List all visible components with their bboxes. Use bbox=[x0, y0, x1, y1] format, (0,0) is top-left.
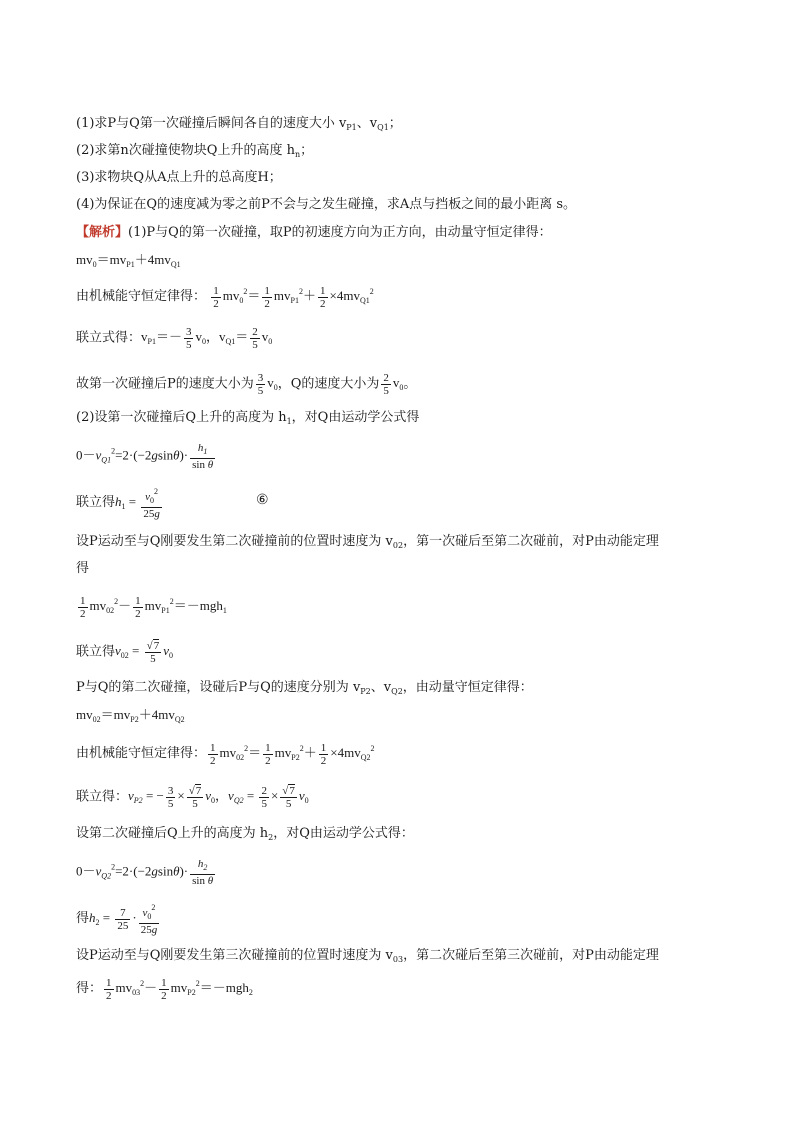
eq-kinematic-1: $0-v_{Q1}^2=2\cdot(-2gsin\theta)\cdot$ $\frac{h_1}{\text{sin θ}}$ bbox=[76, 442, 214, 471]
conclusion-1-c: 。 bbox=[403, 376, 417, 392]
eq-v02: 联立得$v_{02}$ = $\frac{√7}{5}$ $v_0$ bbox=[76, 640, 173, 665]
para-p-energy-b: 得 bbox=[76, 561, 90, 576]
eq-momentum-1: $mv_0=mv_{P1}+4mv_{Q1}$ bbox=[76, 252, 181, 269]
para-third-a: 设P运动至与Q刚要发生第三次碰撞前的位置时速度为 $v_{03}$，第二次碰后至第三次碰前，对P由动能定理 bbox=[76, 948, 659, 964]
question-4: (4)为保证在Q的速度减为零之前P不会与之发生碰撞，求A点与挡板之间的最小距离 s。 bbox=[76, 197, 577, 212]
energy-prefix: 由机械能守恒定律得： bbox=[76, 289, 207, 304]
eq-joint-2: 联立得：$v_{P2}$ = − $\frac{3}{5}$ × $\frac{√7}{5}$ $v_0$，$v_{Q2}$ = $\frac{2}{5}$ × $\frac{√7}{5}$ $v_0$ bbox=[76, 785, 309, 810]
joint-get-h1: 联立得 bbox=[76, 494, 116, 510]
eq-momentum-2: $mv_{02}=mv_{P2}+4mv_{Q2}$ bbox=[76, 707, 185, 724]
para-p-energy-a: 设P运动至与Q刚要发生第二次碰撞前的位置时速度为 $v_{02}$，第一次碰后至第二次碰前，对P由动能定理 bbox=[76, 534, 659, 550]
question-1: (1)求P与Q第一次碰撞后瞬间各自的速度大小 $v_{P1}$、$v_{Q1}$； bbox=[76, 116, 402, 132]
eq-energy-1: 由机械能守恒定律得： $\frac{1}{2}$ $mv_0^2=$ $\frac{1}{2}$ $mv_{P1}^2+$ $\frac{1}{2}$ $\times 4mv_{Q1}^2$ bbox=[76, 284, 374, 310]
conclusion-1-b: ，Q的速度大小为 bbox=[277, 376, 380, 392]
h2-intro: 设第二次碰撞后Q上升的高度为 $h_2$，对Q由运动学公式得： bbox=[76, 826, 414, 842]
intro-1-text: (1)P与Q的第一次碰撞，取P的初速度方向为正方向，由动量守恒定律得： bbox=[128, 225, 552, 240]
analysis-tag: 【解析】 bbox=[76, 225, 129, 240]
intro-2: (2)设第一次碰撞后Q上升的高度为 $h_1$，对Q由运动学公式得 bbox=[76, 410, 420, 426]
eq-work-energy-2: 得： $\frac{1}{2}$ $mv_{03}^2-$ $\frac{1}{2}$ $mv_{P2}^2=-mgh_2$ bbox=[76, 976, 253, 1002]
para-third-b: 得： bbox=[76, 981, 103, 996]
energy-prefix-2: 由机械能守恒定律得： bbox=[76, 746, 207, 761]
eq-energy-2: 由机械能守恒定律得： $\frac{1}{2}$ $mv_{02}^2=$ $\frac{1}{2}$ $mv_{P2}^2+$ $\frac{1}{2}$ $\times 4mv_{Q2}^2$ bbox=[76, 741, 375, 767]
question-2: (2)求第n次碰撞使物块Q上升的高度 $h_n$； bbox=[76, 143, 314, 159]
get-h2: 得 bbox=[76, 910, 90, 926]
equation-number-6: ⑥ bbox=[256, 492, 269, 508]
question-3: (3)求物块Q从A点上升的总高度H； bbox=[76, 170, 282, 185]
eq-work-energy-1: $\frac{1}{2}$ $mv_{02}^2-$ $\frac{1}{2}$ $mv_{P1}^2=-mgh_1$ bbox=[80, 594, 227, 620]
eq-h2: 得$h_2$ = $\frac{7}{25}$ · $\frac{v_0^2}{25g}$ bbox=[76, 903, 158, 936]
conclusion-1-a: 故第一次碰撞后P的速度大小为 bbox=[76, 376, 254, 392]
second-collision: P与Q的第二次碰撞，设碰后P与Q的速度分别为 $v_{P2}$、$v_{Q2}$，由动量守恒定律得： bbox=[76, 680, 533, 696]
joint-get-v02: 联立得 bbox=[76, 644, 116, 660]
joint-prefix-2: 联立得： bbox=[76, 789, 129, 805]
solution-intro-1 bbox=[76, 225, 552, 241]
eq-kinematic-2: $0-v_{Q2}^2=2\cdot(-2gsin\theta)\cdot$ $\frac{h_2}{\text{sin θ}}$ bbox=[76, 858, 214, 887]
eq-h1: 联立得$h_1$ = $\frac{v_0^2}{25g}$ bbox=[76, 487, 160, 520]
conclusion-1: 故第一次碰撞后P的速度大小为 $\frac{3}{5}$ $v_0$，Q的速度大小为 $\frac{2}{5}$ $v_0$。 bbox=[76, 372, 417, 397]
joint-prefix: 联立式得： bbox=[76, 330, 142, 346]
eq-joint-1: 联立式得：$v_{P1}=-$ $\frac{3}{5}$ $v_0$，$v_{Q1}=$ $\frac{2}{5}$ $v_0$ bbox=[76, 326, 273, 351]
